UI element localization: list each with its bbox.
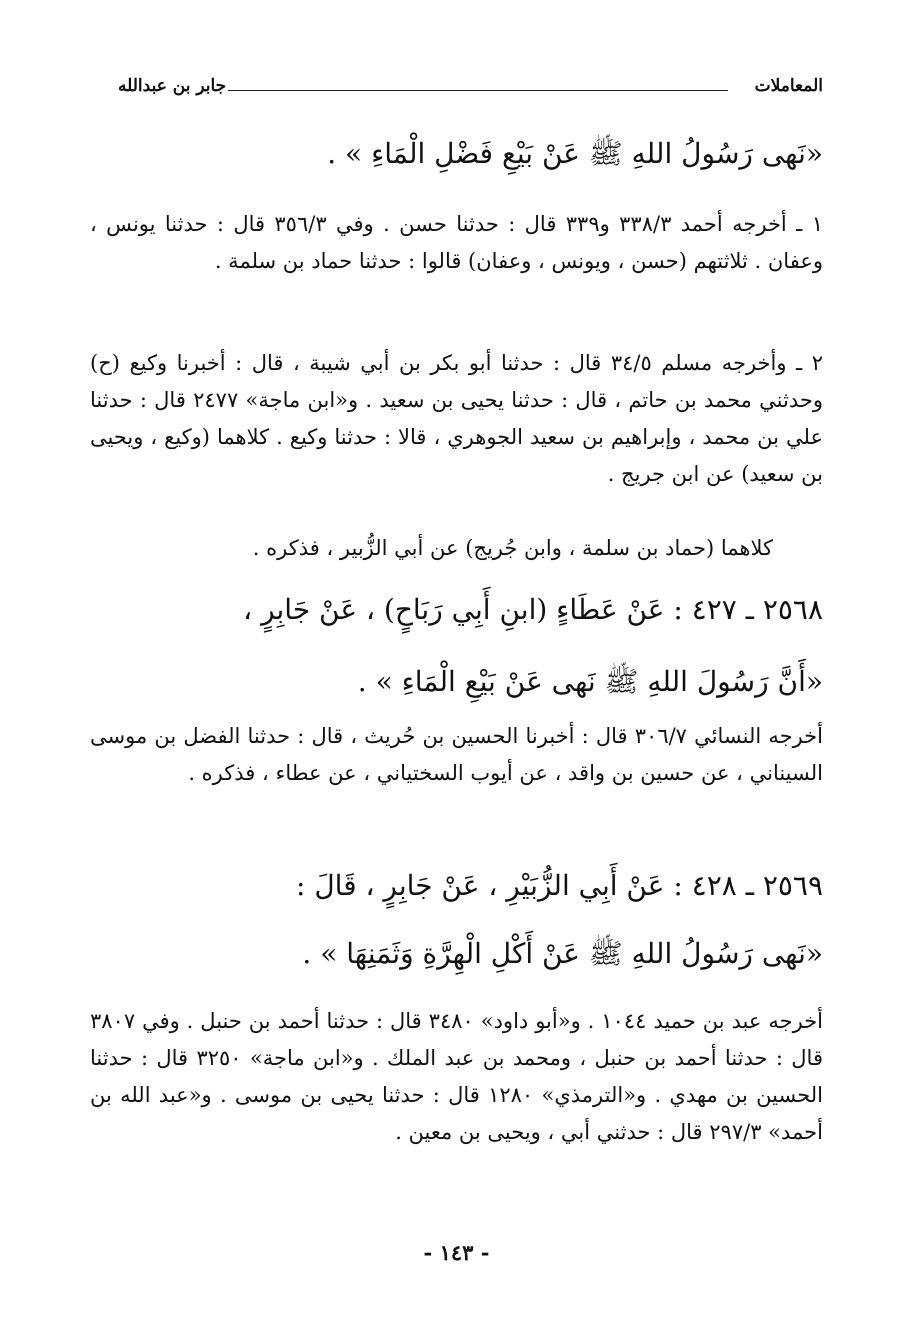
page-number: - ١٤٣ -	[423, 1240, 490, 1265]
takhrij-paragraph-1: ١ ـ أخرجه أحمد ٣٣٨/٣ و٣٣٩ قال : حدثنا حسن . وفي ٣٥٦/٣ قال : حدثنا يونس ، وعفان . ثلاثتهم (حسن ، ويونس ، وعفان) قالوا : حدثنا حماد بن سلمة .	[90, 212, 823, 273]
takhrij-paragraph-2568: أخرجه النسائي ٣٠٦/٧ قال : أخبرنا الحسين بن حُريث ، قال : حدثنا الفضل بن موسى السيناني ، عن حسين بن واقد ، عن أيوب السختياني ، عن عطاء ، فذكره .	[90, 724, 823, 785]
hadith-text-2569: «نَهى رَسُولُ اللهِ ﷺ عَنْ أَكْلِ الْهِرَّةِ وَثَمَنِهَا » .	[302, 937, 823, 970]
header-rule	[228, 90, 728, 91]
takhrij-paragraph-2569: أخرجه عبد بن حميد ١٠٤٤ . و«أبو داود» ٣٤٨٠ قال : حدثنا أحمد بن حنبل . وفي ٣٨٠٧ قال : حدثنا أحمد بن حنبل ، ومحمد بن عبد الملك . و«ابن ماجة» ٣٢٥٠ قال : حدثنا الحسين بن مهدي . و«الترمذي» ١٢٨٠ قال : حدثنا يحيى بن موسى . و«عبد الله بن أحمد» ٢٩٧/٣ قال : حدثني أبي ، ويحيى بن معين .	[90, 1009, 824, 1144]
hadith-text-1: «نَهى رَسُولُ اللهِ ﷺ عَنْ بَيْعِ فَضْلِ الْمَاءِ » .	[327, 137, 823, 170]
header-section-title: المعاملات	[754, 76, 823, 96]
takhrij-paragraph-2: ٢ ـ وأخرجه مسلم ٣٤/٥ قال : حدثنا أبو بكر بن أبي شيبة ، قال : أخبرنا وكيع (ح) وحدثني محمد بن حاتم ، قال : حدثنا يحيى بن سعيد . و«ابن ماجة» ٢٤٧٧ قال : حدثنا علي بن محمد ، وإبراهيم بن سعيد الجوهري ، قالا : حدثنا وكيع . كلاهما (وكيع ، ويحيى بن سعيد) عن ابن جريج .	[90, 351, 823, 486]
header-narrator-name: جابر بن عبدالله	[118, 76, 227, 96]
hadith-heading-2569: ٢٥٦٩ ـ ٤٢٨ : عَنْ أَبِي الزُّبَيْرِ ، عَنْ جَابِرٍ ، قَالَ :	[296, 869, 823, 902]
hadith-text-2568: «أَنَّ رَسُولَ اللهِ ﷺ نَهى عَنْ بَيْعِ الْمَاءِ » .	[357, 665, 823, 698]
hadith-heading-2568: ٢٥٦٨ ـ ٤٢٧ : عَنْ عَطَاءٍ (ابنِ أَبِي رَبَاحٍ) ، عَنْ جَابِرٍ ،	[243, 593, 823, 626]
takhrij-paragraph-3: كلاهما (حماد بن سلمة ، وابن جُريج) عن أبي الزُّبير ، فذكره .	[252, 536, 773, 560]
running-header	[118, 74, 823, 100]
